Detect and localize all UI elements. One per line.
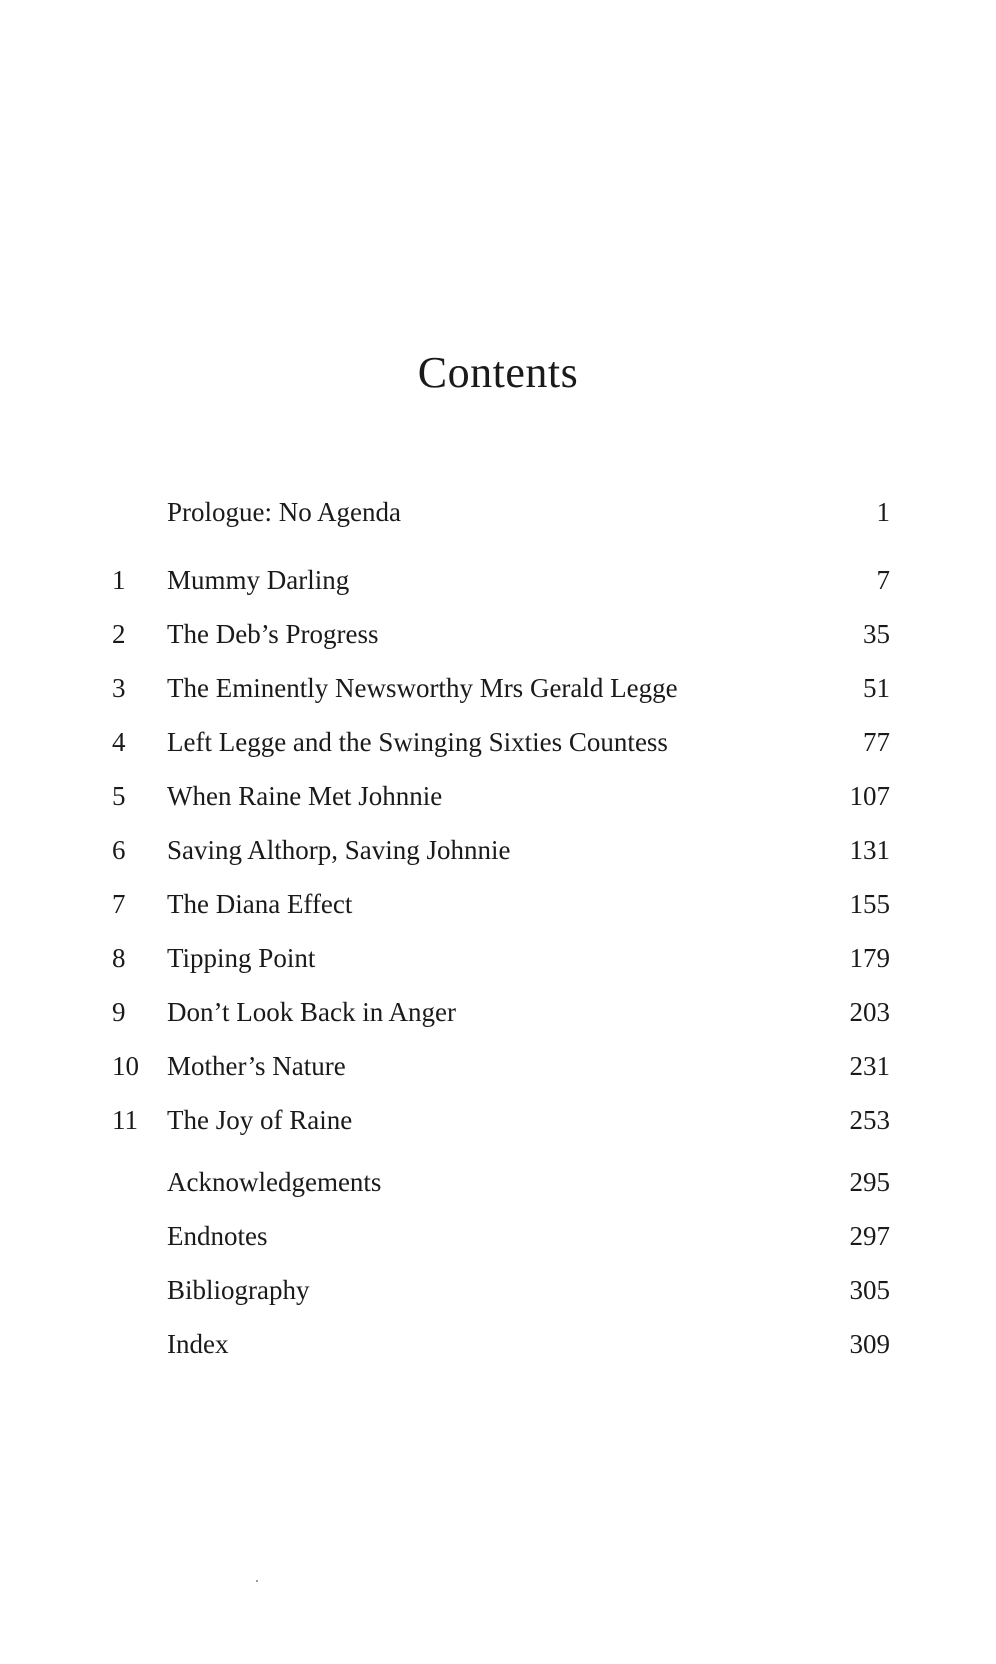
toc-chapter-title: The Eminently Newsworthy Mrs Gerald Legge: [167, 673, 678, 703]
toc-page-number: 107: [849, 781, 890, 811]
toc-page-number: 231: [849, 1051, 890, 1081]
toc-chapter-number: 11: [112, 1105, 138, 1135]
toc-chapter-number: 6: [112, 835, 126, 865]
toc-chapter-title: The Deb’s Progress: [167, 619, 379, 649]
toc-entry-chapter-3: [0, 668, 996, 708]
print-speck: [256, 1580, 258, 1582]
toc-entry-bibliography: [0, 1270, 996, 1310]
toc-chapter-title: Acknowledgements: [167, 1167, 382, 1197]
toc-page-number: 179: [849, 943, 890, 973]
toc-chapter-title: Mummy Darling: [167, 565, 350, 595]
toc-page-number: 297: [849, 1221, 890, 1251]
toc-chapter-title: Mother’s Nature: [167, 1051, 346, 1081]
toc-entry-chapter-7: [0, 884, 996, 924]
toc-entry-chapter-10: [0, 1046, 996, 1086]
toc-page-number: 131: [849, 835, 890, 865]
toc-chapter-title: Bibliography: [167, 1275, 310, 1305]
toc-entry-chapter-6: [0, 830, 996, 870]
toc-page-number: 1: [876, 497, 890, 527]
toc-page-number: 305: [849, 1275, 890, 1305]
toc-chapter-number: 10: [112, 1051, 139, 1081]
toc-chapter-title: Endnotes: [167, 1221, 268, 1251]
toc-entry-chapter-4: [0, 722, 996, 762]
toc-chapter-title: Left Legge and the Swinging Sixties Countess: [167, 727, 668, 757]
toc-chapter-title: Tipping Point: [167, 943, 316, 973]
toc-chapter-title: Don’t Look Back in Anger: [167, 997, 456, 1027]
toc-entry-prologue: [0, 492, 996, 532]
toc-chapter-title: When Raine Met Johnnie: [167, 781, 443, 811]
toc-chapter-number: 5: [112, 781, 126, 811]
toc-page-number: 7: [876, 565, 890, 595]
toc-chapter-title: Saving Althorp, Saving Johnnie: [167, 835, 511, 865]
toc-chapter-title: Index: [167, 1329, 229, 1359]
toc-page-number: 203: [849, 997, 890, 1027]
toc-chapter-number: 7: [112, 889, 126, 919]
toc-chapter-number: 3: [112, 673, 126, 703]
toc-entry-index: [0, 1324, 996, 1364]
toc-chapter-number: 2: [112, 619, 126, 649]
toc-page-number: 295: [849, 1167, 890, 1197]
toc-chapter-number: 8: [112, 943, 126, 973]
toc-entry-chapter-5: [0, 776, 996, 816]
toc-entry-chapter-8: [0, 938, 996, 978]
toc-chapter-number: 9: [112, 997, 126, 1027]
toc-chapter-title: The Diana Effect: [167, 889, 353, 919]
toc-entry-endnotes: [0, 1216, 996, 1256]
toc-page-number: 51: [863, 673, 890, 703]
toc-chapter-number: 4: [112, 727, 126, 757]
toc-entry-chapter-9: [0, 992, 996, 1032]
toc-entry-chapter-1: [0, 560, 996, 600]
toc-chapter-title: Prologue: No Agenda: [167, 497, 401, 527]
toc-chapter-number: 1: [112, 565, 126, 595]
toc-page-number: 253: [849, 1105, 890, 1135]
toc-page-number: 155: [849, 889, 890, 919]
toc-page-number: 309: [849, 1329, 890, 1359]
toc-entry-acknowledgements: [0, 1162, 996, 1202]
toc-chapter-title: The Joy of Raine: [167, 1105, 353, 1135]
toc-page-number: 35: [863, 619, 890, 649]
page-title: Contents: [417, 348, 579, 397]
toc-page-number: 77: [863, 727, 890, 757]
toc-entry-chapter-2: [0, 614, 996, 654]
toc-entry-chapter-11: [0, 1100, 996, 1140]
